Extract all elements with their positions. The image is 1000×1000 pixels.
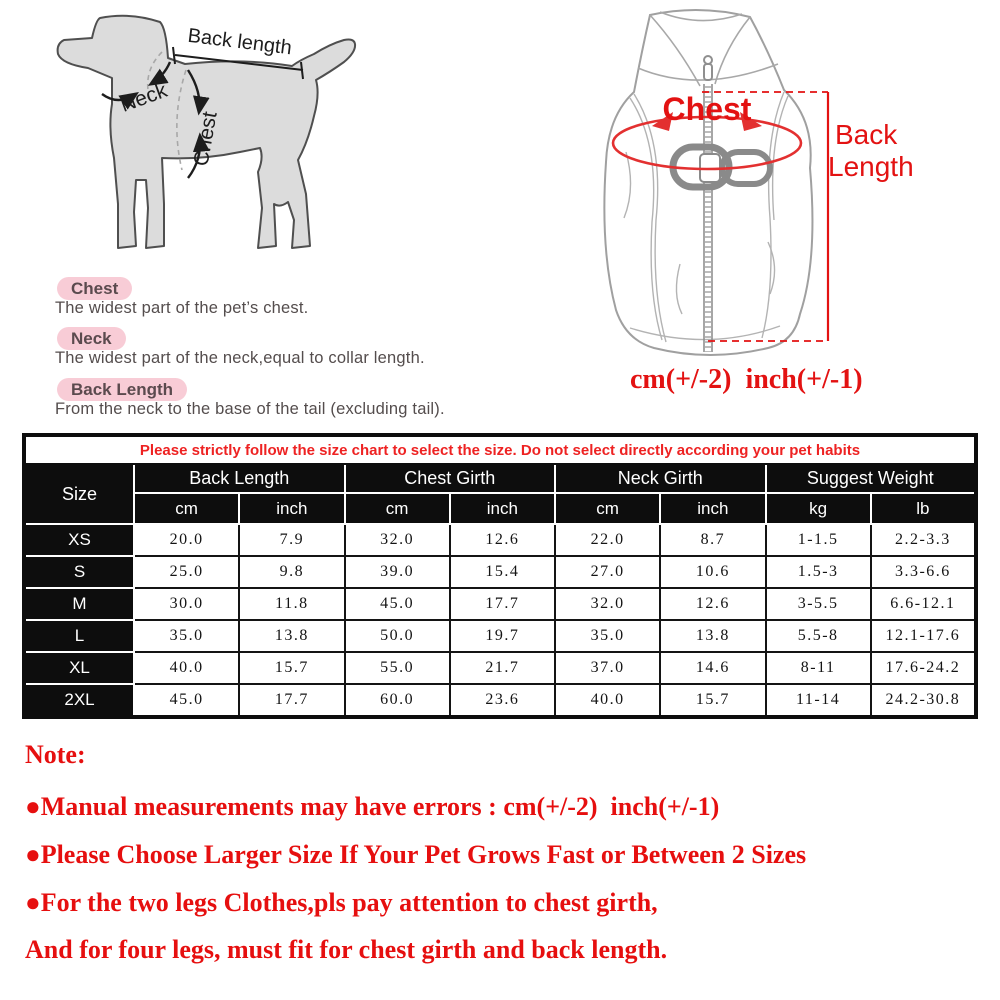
table-row-xl bbox=[24, 652, 976, 684]
col-header-chest-girth: Chest Girth bbox=[345, 464, 556, 493]
back-length-term-description: From the neck to the base of the tail (excluding tail). bbox=[55, 400, 445, 418]
table-cell: 22.0 bbox=[555, 524, 660, 556]
unit-header: cm bbox=[555, 493, 660, 524]
table-cell: 9.8 bbox=[239, 556, 344, 588]
table-cell: 12.1-17.6 bbox=[871, 620, 976, 652]
back-length-term-badge: Back Length bbox=[57, 378, 187, 401]
table-cell: 35.0 bbox=[555, 620, 660, 652]
table-cell: 40.0 bbox=[134, 652, 239, 684]
unit-header: inch bbox=[239, 493, 344, 524]
table-cell: 15.7 bbox=[239, 652, 344, 684]
col-header-back-length: Back Length bbox=[134, 464, 345, 493]
table-cell: 20.0 bbox=[134, 524, 239, 556]
unit-header: inch bbox=[450, 493, 555, 524]
dog-neck-label: Neck bbox=[117, 78, 171, 117]
table-cell: 17.7 bbox=[239, 684, 344, 717]
table-cell: 25.0 bbox=[134, 556, 239, 588]
table-row-xs bbox=[24, 524, 976, 556]
table-cell: 3.3-6.6 bbox=[871, 556, 976, 588]
vest-measurement-diagram bbox=[572, 2, 992, 402]
table-cell: 24.2-30.8 bbox=[871, 684, 976, 717]
table-cell: 60.0 bbox=[345, 684, 450, 717]
table-cell: 45.0 bbox=[134, 684, 239, 717]
table-cell: 14.6 bbox=[660, 652, 765, 684]
col-header-size: Size bbox=[24, 464, 134, 524]
table-cell: 55.0 bbox=[345, 652, 450, 684]
table-cell: 11-14 bbox=[766, 684, 871, 717]
table-cell: 8-11 bbox=[766, 652, 871, 684]
table-warning-text: Please strictly follow the size chart to select the size. Do not select directly according your pet habits bbox=[24, 435, 976, 464]
col-header-neck-girth: Neck Girth bbox=[555, 464, 766, 493]
table-cell: 1.5-3 bbox=[766, 556, 871, 588]
table-cell: 12.6 bbox=[660, 588, 765, 620]
table-group-header-row bbox=[24, 464, 976, 493]
table-cell: 2.2-3.3 bbox=[871, 524, 976, 556]
table-cell: 6.6-12.1 bbox=[871, 588, 976, 620]
table-row-l bbox=[24, 620, 976, 652]
table-cell: 32.0 bbox=[345, 524, 450, 556]
table-cell: 37.0 bbox=[555, 652, 660, 684]
neck-term-description: The widest part of the neck,equal to collar length. bbox=[55, 349, 425, 367]
neck-term-badge: Neck bbox=[57, 327, 126, 350]
table-cell: 15.7 bbox=[660, 684, 765, 717]
size-label: M bbox=[24, 588, 134, 620]
table-cell: 13.8 bbox=[660, 620, 765, 652]
table-cell: 11.8 bbox=[239, 588, 344, 620]
table-cell: 30.0 bbox=[134, 588, 239, 620]
size-label: XS bbox=[24, 524, 134, 556]
notes-title: Note: bbox=[25, 740, 86, 769]
table-cell: 50.0 bbox=[345, 620, 450, 652]
table-cell: 39.0 bbox=[345, 556, 450, 588]
dog-back-length-label: Back length bbox=[186, 24, 293, 60]
unit-header: cm bbox=[345, 493, 450, 524]
size-chart-table bbox=[22, 433, 978, 719]
table-cell: 17.6-24.2 bbox=[871, 652, 976, 684]
table-cell: 19.7 bbox=[450, 620, 555, 652]
size-label: 2XL bbox=[24, 684, 134, 717]
table-cell: 35.0 bbox=[134, 620, 239, 652]
unit-header: inch bbox=[660, 493, 765, 524]
table-cell: 23.6 bbox=[450, 684, 555, 717]
table-cell: 40.0 bbox=[555, 684, 660, 717]
table-cell: 5.5-8 bbox=[766, 620, 871, 652]
table-cell: 12.6 bbox=[450, 524, 555, 556]
table-row-s bbox=[24, 556, 976, 588]
size-label: L bbox=[24, 620, 134, 652]
dog-measurement-diagram bbox=[52, 8, 372, 273]
unit-header: lb bbox=[871, 493, 976, 524]
table-row-m bbox=[24, 588, 976, 620]
unit-header: kg bbox=[766, 493, 871, 524]
table-cell: 10.6 bbox=[660, 556, 765, 588]
table-row-2xl bbox=[24, 684, 976, 717]
chest-term-description: The widest part of the pet’s chest. bbox=[55, 299, 309, 317]
table-cell: 27.0 bbox=[555, 556, 660, 588]
note-item-choose-larger: ●Please Choose Larger Size If Your Pet Grows Fast or Between 2 Sizes bbox=[25, 840, 807, 869]
dog-chest-label: Chest bbox=[189, 109, 222, 168]
table-cell: 13.8 bbox=[239, 620, 344, 652]
tolerance-note: cm(+/-2) inch(+/-1) bbox=[630, 364, 863, 395]
table-unit-header-row bbox=[24, 493, 976, 524]
table-warning-row bbox=[24, 435, 976, 464]
col-header-suggest-weight: Suggest Weight bbox=[766, 464, 977, 493]
table-cell: 15.4 bbox=[450, 556, 555, 588]
note-item-measurement-error: ●Manual measurements may have errors : cm(+/-2) inch(+/-1) bbox=[25, 792, 720, 821]
vest-back-length-label-line2: Length bbox=[828, 151, 914, 182]
table-cell: 8.7 bbox=[660, 524, 765, 556]
size-label: XL bbox=[24, 652, 134, 684]
table-cell: 21.7 bbox=[450, 652, 555, 684]
note-item-two-legs: ●For the two legs Clothes,pls pay attention to chest girth, bbox=[25, 888, 658, 917]
note-item-four-legs: And for four legs, must fit for chest girth and back length. bbox=[25, 935, 668, 964]
table-cell: 45.0 bbox=[345, 588, 450, 620]
table-cell: 7.9 bbox=[239, 524, 344, 556]
unit-header: cm bbox=[134, 493, 239, 524]
table-cell: 17.7 bbox=[450, 588, 555, 620]
chest-term-badge: Chest bbox=[57, 277, 132, 300]
table-cell: 32.0 bbox=[555, 588, 660, 620]
table-cell: 3-5.5 bbox=[766, 588, 871, 620]
vest-chest-label: Chest bbox=[662, 91, 752, 127]
vest-back-length-label-line1: Back bbox=[835, 119, 898, 150]
table-cell: 1-1.5 bbox=[766, 524, 871, 556]
size-label: S bbox=[24, 556, 134, 588]
